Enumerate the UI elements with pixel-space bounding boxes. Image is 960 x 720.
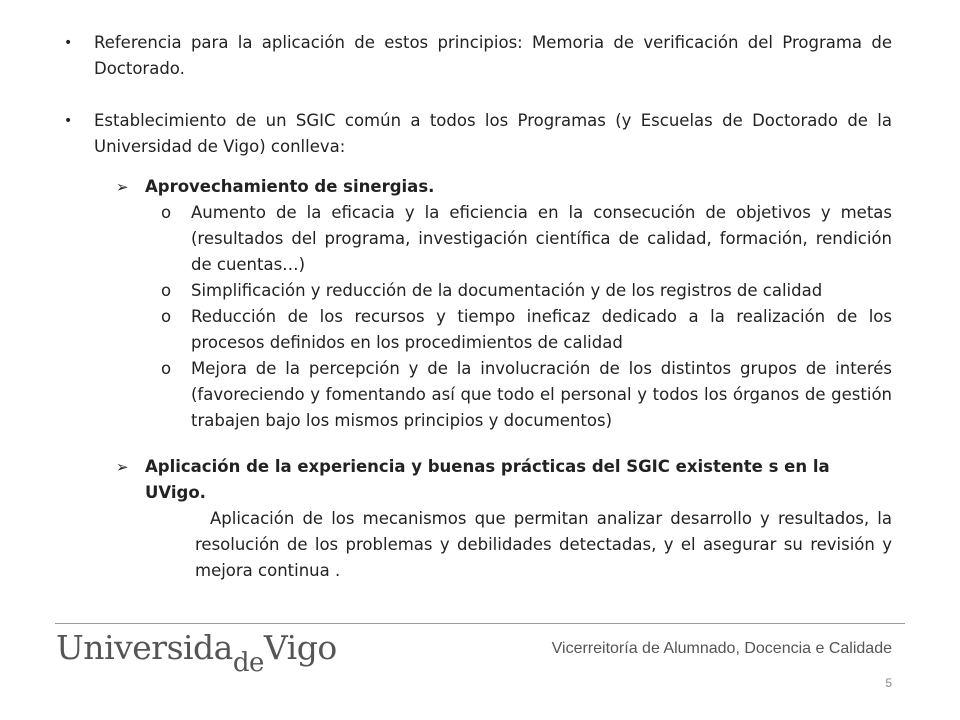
sub-list-item [60, 278, 892, 304]
sub-list-text: Reducción de los recursos y tiempo ineficaz dedicado a la realización de los procesos definidos en los procedimientos de calidad [191, 307, 892, 352]
university-logo [56, 628, 337, 678]
footer-divider [55, 623, 905, 624]
bullet-text: Establecimiento de un SGIC común a todos los Programas (y Escuelas de Doctorado de la Universidad de Vigo) conlleva: [94, 111, 892, 156]
bullet-item [60, 30, 892, 82]
slide-content [60, 30, 892, 584]
logo-text: Vigo [263, 628, 337, 667]
section-heading [60, 454, 892, 506]
page-number: 5 [885, 676, 892, 690]
bullet-text: Referencia para la aplicación de estos principios: Memoria de verificación del Programa de Doctorado. [94, 33, 892, 78]
logo-text: Universida [56, 628, 233, 667]
sub-list-item [60, 200, 892, 278]
bullet-dot-icon: • [64, 113, 73, 129]
spacer [60, 434, 892, 454]
bullet-item [60, 108, 892, 160]
sub-list-item [60, 304, 892, 356]
sub-list-text: Aumento de la eficacia y la eficiencia en la consecución de objetivos y metas (resultados del programa, investigación científica de calidad, formación, rendición de cuentas…) [191, 203, 892, 274]
institution-name: Vicerreitoría de Alumnado, Docencia e Calidade [551, 640, 892, 657]
section-heading-text: Aprovechamiento de sinergias. [145, 177, 435, 196]
section-heading [60, 174, 892, 200]
section-heading-text: Aplicación de la experiencia y buenas prácticas del SGIC existente s en la UVigo. [145, 457, 830, 502]
circle-bullet-icon: o [161, 281, 172, 300]
arrow-bullet-icon: ➢ [116, 178, 129, 196]
circle-bullet-icon: o [161, 203, 172, 222]
section-paragraph: Aplicación de los mecanismos que permitan analizar desarrollo y resultados, la resolución de los problemas y debilidades detectadas, y el asegurar su revisión y mejora continua . [195, 509, 892, 580]
circle-bullet-icon: o [161, 359, 172, 378]
sub-list-text: Mejora de la percepción y de la involucración de los distintos grupos de interés (favoreciendo y fomentando así que todo el personal y todos los órganos de gestión trabajen bajo los mismos principios y documentos) [191, 359, 892, 430]
bullet-dot-icon: • [64, 35, 73, 51]
sub-list-item [60, 356, 892, 434]
sub-list-text: Simplificación y reducción de la documentación y de los registros de calidad [191, 281, 823, 300]
arrow-bullet-icon: ➢ [116, 458, 129, 476]
circle-bullet-icon: o [161, 307, 172, 326]
logo-text: de [232, 648, 264, 678]
